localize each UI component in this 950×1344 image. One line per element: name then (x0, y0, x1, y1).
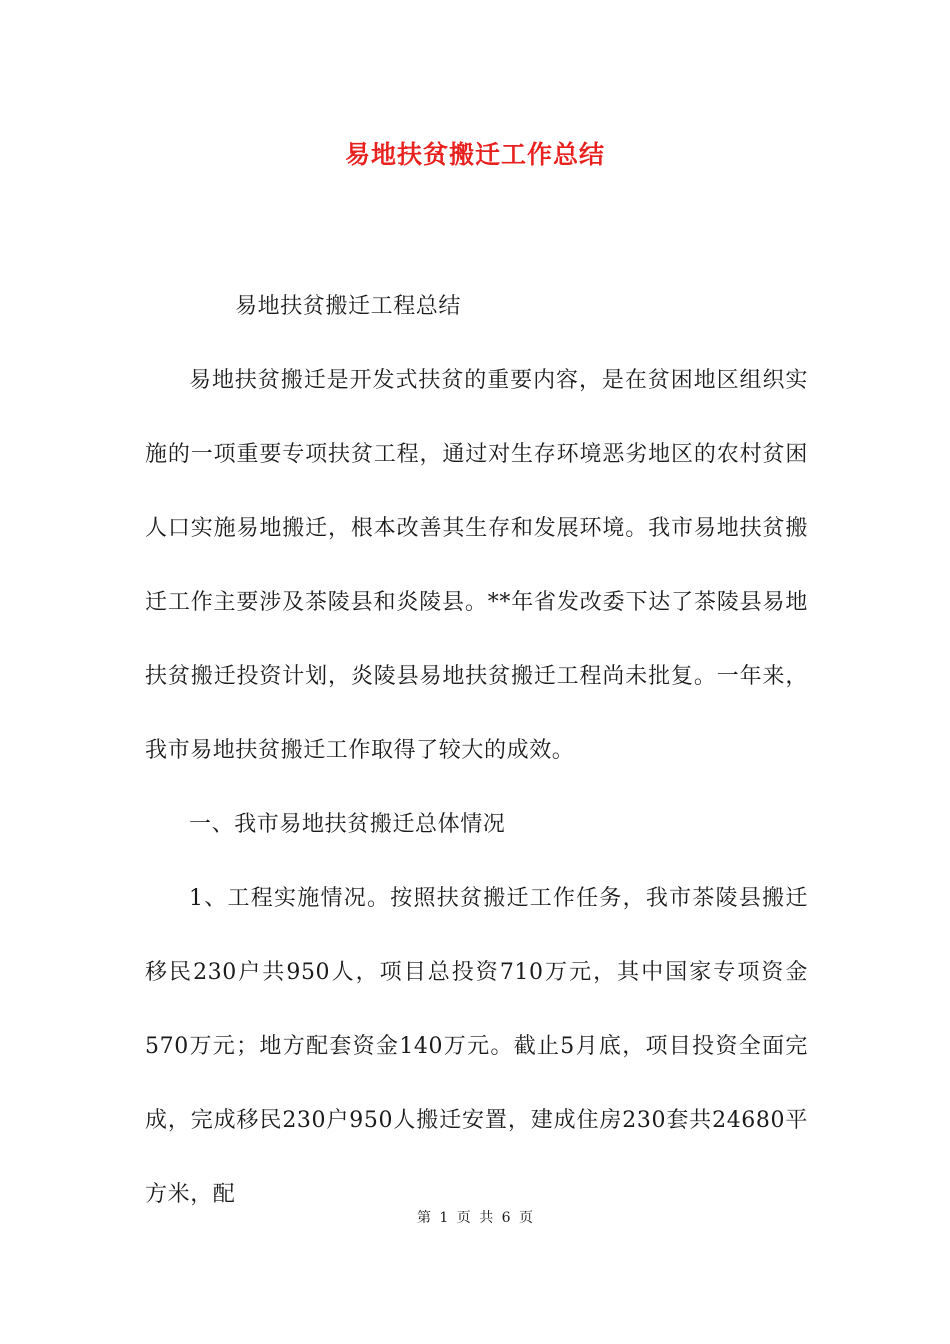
page-number-footer: 第 1 页 共 6 页 (416, 1210, 534, 1226)
paragraph-intro: 易地扶贫搬迁是开发式扶贫的重要内容，是在贫困地区组织实施的一项重要专项扶贫工程，通过对生存环境恶劣地区的农村贫困人口实施易地搬迁，根本改善其生存和发展环境。我市易地扶贫搬迁工作主要涉及茶陵县和炎陵县。**年省发改委下达了茶陵县易地扶贫搬迁投资计划，炎陵县易地扶贫搬迁工程尚未批复。一年来，我市易地扶贫搬迁工作取得了较大的成效。 (145, 368, 808, 763)
document-title: 易地扶贫搬迁工作总结 (344, 140, 605, 169)
section-subtitle: 易地扶贫搬迁工程总结 (235, 294, 462, 319)
document-body (145, 270, 808, 1232)
section-heading: 一、我市易地扶贫搬迁总体情况 (189, 812, 506, 837)
paragraph-implementation: 1、工程实施情况。按照扶贫搬迁工作任务，我市茶陵县搬迁移民230户共950人，项目总投资710万元，其中国家专项资金570万元；地方配套资金140万元。截止5月底，项目投资全面完成，完成移民230户950人搬迁安置，建成住房230套共24680平方米，配 (145, 886, 808, 1207)
